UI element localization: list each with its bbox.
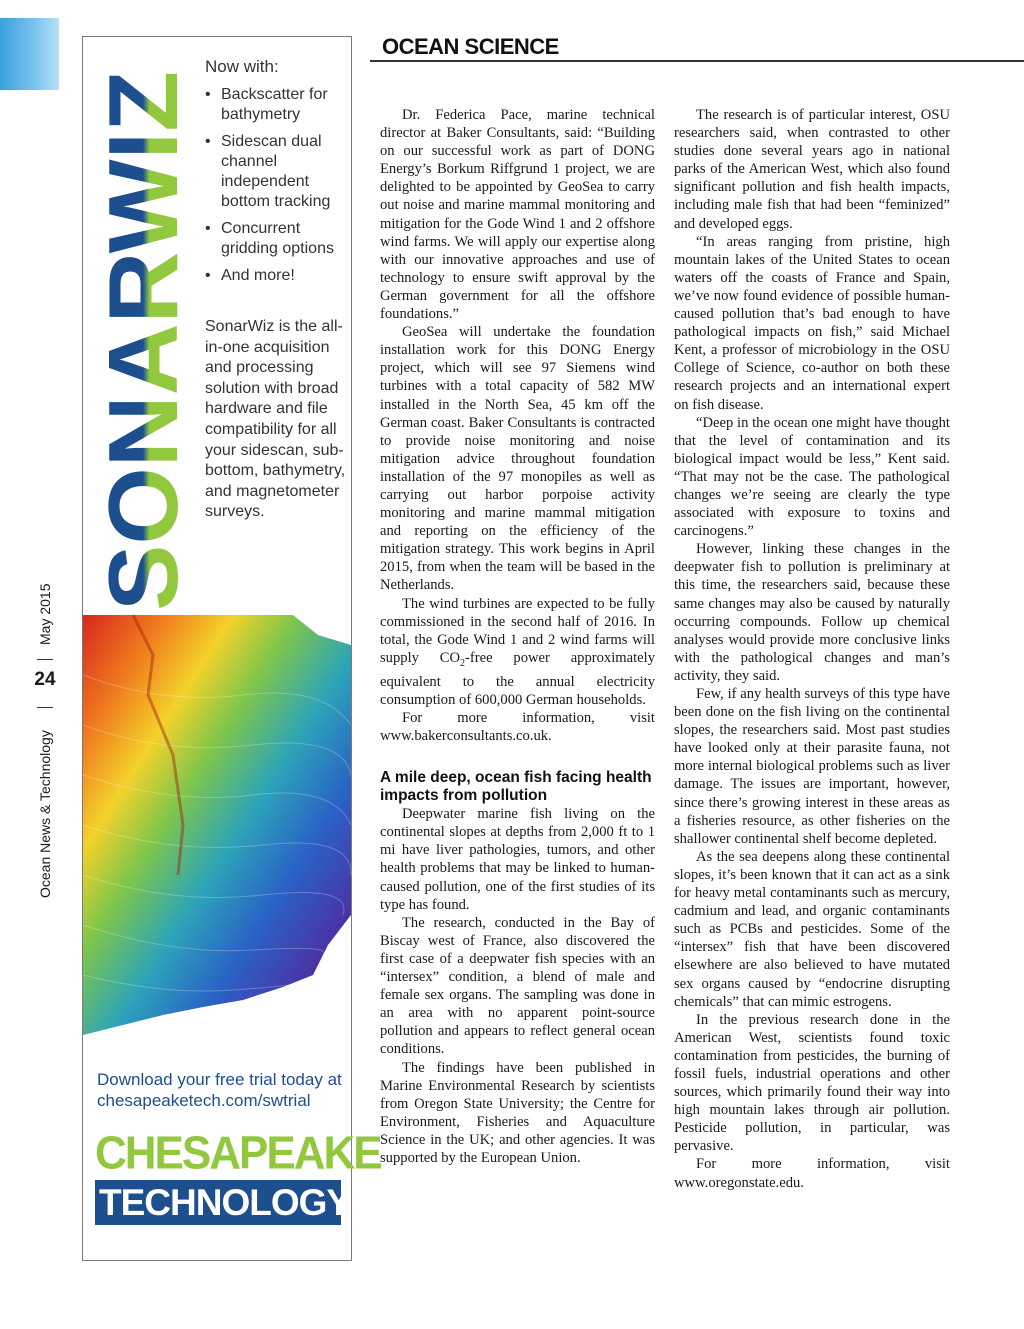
- article-column-1: [380, 106, 655, 1167]
- brand-line-1: CHESAPEAKE: [95, 1127, 381, 1180]
- page-number: 24: [34, 669, 56, 690]
- brand-line-2: TECHNOLOGY: [95, 1180, 341, 1225]
- article-paragraph: Dr. Federica Pace, marine technical director at Baker Consultants, said: “Building on our successful work as part of DONG Energy’s Borkum Riffgrund 1 project, we are delighted to be appointed by GeoSea to carry out noise and marine mammal monitoring and mitigation for the Gode Wind 1 and 2 offshore wind farms. We will apply our expertise along with our innovative approaches and use of technology to ensure swift approval by the German government for all the offshore foundations.”: [380, 107, 655, 323]
- subscript: 2: [460, 657, 466, 669]
- folio: [30, 583, 60, 905]
- folio-divider: [37, 659, 53, 660]
- sonarwiz-logo-text: SONARWIZ: [88, 79, 198, 611]
- article-paragraph: As the sea deepens along these continental slopes, it’s been known that it can act as a sink for heavy metal contaminants such as mercury, cadmium and lead, and organic contaminants such as PCBs and pesticides. Some of the “intersex” fish that have been discovered elsewhere are also believed to have mutated sex organs caused by “endocrine disrupting chemicals” that can mimic estrogens.: [674, 848, 950, 1010]
- ad-call-to-action[interactable]: Download your free trial today at chesapeaketech.com/swtrial: [97, 1070, 342, 1110]
- section-title: OCEAN SCIENCE: [382, 34, 559, 59]
- sonarwiz-advertisement[interactable]: [82, 36, 381, 1261]
- article-paragraph: “Deep in the ocean one might have thought that the level of contamination and its biological impact would be less,” Kent said. “That may not be the case. The pathological changes we’re seeing are clearly the type associated with exposure to toxins and carcinogens.”: [674, 414, 950, 540]
- ad-description: SonarWiz is the all-in-one acquisition and processing solution with broad hardware and file compatibility for all your sidescan, sub-bottom, bathymetry, and magnetometer surveys.: [205, 318, 346, 521]
- folio-date: May 2015: [37, 583, 53, 645]
- chesapeake-technology-logo: [95, 1127, 381, 1225]
- section-rule: [370, 60, 1024, 62]
- article-paragraph: In the previous research done in the American West, scientists found toxic contamination from pesticides, the burning of fossil fuels, industrial operations and other sources, which primarily found their way into high mountain lakes through air pollution. Pesticide pollution, in particular, was pervasive.: [674, 1011, 950, 1155]
- magazine-name: Ocean News & Technology: [37, 730, 53, 898]
- ad-feature-item: • And more!: [205, 266, 350, 286]
- text-run: The wind turbines are expected to be fully commissioned in the second half of 2016. In total, the Gode Wind 1 and 2 wind farms will supply CO: [380, 595, 655, 666]
- article-paragraph: GeoSea will undertake the foundation installation work for this DONG Energy project, which will see 97 Siemens wind turbines with a total capacity of 582 MW installed in the North Sea, 45 km off the German coast. Baker Consultants is contracted to provide noise monitoring and noise mitigation advice throughout foundation installation of the 97 monopiles as well as carrying out harbor porpoise activity monitoring and marine mammal mitigation and reporting on the efficiency of the mitigation strategy. This work begins in April 2015, from when the team will be based in the Netherlands.: [380, 324, 655, 594]
- article-paragraph: “In areas ranging from pristine, high mountain lakes of the United States to ocean waters off the coasts of France and Spain, we’ve now found evidence of possible human-caused pollution that’s bad enough to have pathological impacts on fish,” said Michael Kent, a professor of microbiology in the OSU College of Science, co-author on both these research projects and an international expert on fish disease.: [674, 233, 950, 413]
- article-paragraph: The research, conducted in the Bay of Biscay west of France, also discovered the first case of a deepwater fish species with an “intersex” condition, a blend of male and female sex organs. The sampling was done in an area with no apparent point-source pollution and appears to reflect general ocean conditions.: [380, 914, 655, 1058]
- corner-tab: [0, 18, 59, 90]
- bathymetry-map-image: [83, 615, 351, 1070]
- article-paragraph: [380, 595, 655, 709]
- article-headline: A mile deep, ocean fish facing health impacts from pollution: [380, 769, 652, 805]
- ad-feature-item: • Sidescan dual channel independent bottom tracking: [205, 132, 350, 212]
- article-paragraph: For more information, visit www.oregonstate.edu.: [674, 1156, 950, 1191]
- text-run: -free power approximately equivalent to the annual electricity consumption of 600,000 German households.: [380, 649, 655, 708]
- article-paragraph: The research is of particular interest, OSU researchers said, when contrasted to other studies done several years ago in national parks of the American West, which also found significant pollution and fish health impacts, including male fish that had been “feminized” and developed eggs.: [674, 107, 950, 232]
- ad-feature-item: • Backscatter for bathymetry: [205, 85, 350, 125]
- article-paragraph: Deepwater marine fish living on the continental slopes at depths from 2,000 ft to 1 mi have liver pathologies, tumors, and other health problems that may be linked to human-caused pollution, one of the first studies of its type has found.: [380, 806, 655, 913]
- article-paragraph: Few, if any health surveys of this type have been done on the fish living on the continental slopes, the researchers said. Most past studies have looked only at their parasite fauna, not more internal biological problems such as liver damage. The issues are important, however, since there’s growing interest in these areas as a fisheries resource, as other fisheries on the shallower continental shelf become depleted.: [674, 686, 950, 847]
- folio-divider: [37, 707, 53, 708]
- article-paragraph: For more information, visit www.bakerconsultants.co.uk.: [380, 710, 655, 745]
- article-paragraph: However, linking these changes in the deepwater fish to pollution is preliminary at this time, the researchers said, because these same changes may also be caused by naturally occurring compounds. Follow up chemical analyses would provide more conclusive links with the pathological changes and man’s activity, they said.: [674, 541, 950, 684]
- ad-now-with: Now with:: [205, 57, 279, 76]
- sonarwiz-logo: [88, 59, 198, 619]
- ad-feature-list: [205, 57, 350, 293]
- article-paragraph: The findings have been published in Marine Environmental Research by scientists from Oregon State University; the Centre for Environment, Fisheries and Aquaculture Science in the UK; and other agencies. It was supported by the European Union.: [380, 1059, 655, 1166]
- ad-feature-item: • Concurrent gridding options: [205, 219, 350, 259]
- article-column-2: [674, 106, 950, 1192]
